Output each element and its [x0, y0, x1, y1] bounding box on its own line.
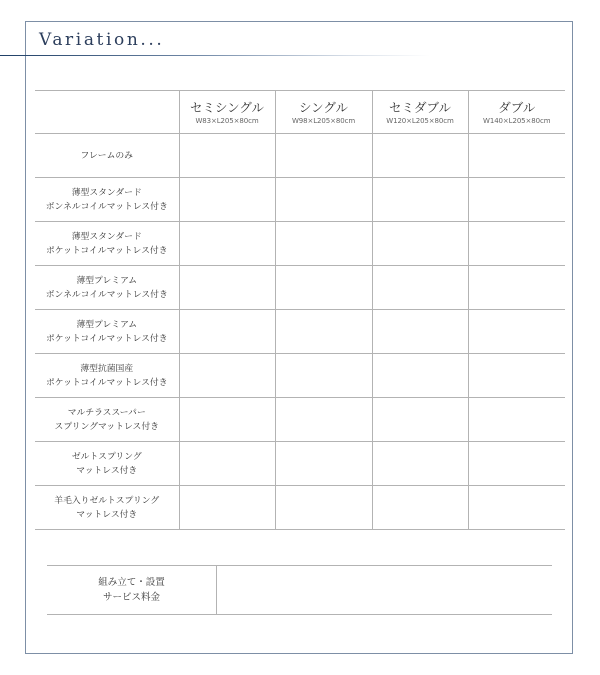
- table-cell: [468, 442, 565, 486]
- row-label-line: 羊毛入りゼルトスプリング: [54, 495, 160, 506]
- table-cell: [372, 178, 468, 222]
- table-cell: [179, 222, 275, 266]
- row-label-line: マルチラススーパー: [67, 407, 146, 418]
- table-cell: [179, 134, 275, 178]
- row-label-line: ゼルトスプリング: [71, 451, 142, 462]
- table-cell: [468, 354, 565, 398]
- title-underline: [0, 55, 430, 56]
- table-cell: [275, 310, 372, 354]
- table-cell: [372, 310, 468, 354]
- row-label: [35, 134, 179, 178]
- table-cell: [275, 354, 372, 398]
- row-label: [35, 178, 179, 222]
- table-cell: [179, 266, 275, 310]
- table-cell: [468, 222, 565, 266]
- row-label-line: ポケットコイルマットレス付き: [46, 245, 168, 256]
- header-corner-cell: [35, 91, 179, 134]
- table-row: [35, 354, 565, 398]
- table-cell: [468, 486, 565, 530]
- row-label-line: ボンネルコイルマットレス付き: [45, 289, 168, 300]
- row-label-line: ポケットコイルマットレス付き: [46, 333, 168, 344]
- service-fee-label: [47, 566, 217, 615]
- table-row: [35, 222, 565, 266]
- size-name: セミダブル: [388, 100, 451, 115]
- row-label: [35, 486, 179, 530]
- table-cell: [275, 178, 372, 222]
- row-label: [35, 222, 179, 266]
- page-title: Variation...: [39, 30, 165, 50]
- table-cell: [372, 354, 468, 398]
- table-cell: [372, 134, 468, 178]
- row-label: [35, 310, 179, 354]
- table-cell: [468, 134, 565, 178]
- service-fee-row: [47, 566, 552, 615]
- row-label: [35, 354, 179, 398]
- row-label-line: 薄型スタンダード: [71, 231, 142, 242]
- table-cell: [179, 310, 275, 354]
- size-dimensions: W98×L205×80cm: [291, 117, 356, 125]
- row-label-line: 薄型スタンダード: [71, 187, 142, 198]
- table-row: [35, 266, 565, 310]
- size-dimensions: W120×L205×80cm: [386, 117, 454, 125]
- row-label-line: 薄型抗菌国産: [80, 363, 134, 374]
- table-cell: [179, 442, 275, 486]
- table-cell: [179, 398, 275, 442]
- size-name: ダブル: [498, 100, 536, 115]
- table-cell: [468, 266, 565, 310]
- size-dimensions: W140×L205×80cm: [483, 117, 551, 125]
- service-fee-label-line: サービス料金: [102, 592, 160, 603]
- row-label: [35, 266, 179, 310]
- row-label: [35, 442, 179, 486]
- table-cell: [275, 442, 372, 486]
- row-label-line: 薄型プレミアム: [76, 319, 138, 330]
- size-header-row: [35, 91, 565, 134]
- table-cell: [275, 486, 372, 530]
- size-name: シングル: [298, 100, 349, 115]
- size-dimensions: W83×L205×80cm: [195, 117, 259, 125]
- size-header-single: [275, 91, 372, 134]
- row-label-line: フレームのみ: [80, 150, 133, 161]
- table-cell: [372, 486, 468, 530]
- table-cell: [468, 398, 565, 442]
- row-label-line: マットレス付き: [76, 465, 138, 476]
- table-row: [35, 442, 565, 486]
- size-header-semi-double: [372, 91, 468, 134]
- service-fee-table: [47, 565, 552, 615]
- row-label-line: マットレス付き: [76, 509, 138, 520]
- table-cell: [275, 398, 372, 442]
- size-header-double: [468, 91, 565, 134]
- service-fee-value-cell: [217, 566, 553, 615]
- table-row: [35, 178, 565, 222]
- row-label-line: スプリングマットレス付き: [54, 421, 159, 432]
- variation-table: [35, 90, 565, 530]
- size-header-semi-single: [179, 91, 275, 134]
- table-cell: [372, 222, 468, 266]
- table-row: [35, 310, 565, 354]
- table-cell: [468, 178, 565, 222]
- table-cell: [468, 310, 565, 354]
- table-cell: [179, 486, 275, 530]
- table-row: [35, 134, 565, 178]
- row-label-line: ポケットコイルマットレス付き: [46, 377, 168, 388]
- table-cell: [275, 134, 372, 178]
- table-row: [35, 398, 565, 442]
- row-label: [35, 398, 179, 442]
- row-label-line: 薄型プレミアム: [76, 275, 138, 286]
- table-cell: [372, 398, 468, 442]
- table-cell: [372, 442, 468, 486]
- table-row: [35, 486, 565, 530]
- table-cell: [372, 266, 468, 310]
- row-label-line: ボンネルコイルマットレス付き: [45, 201, 168, 212]
- size-name: セミシングル: [189, 100, 265, 115]
- table-cell: [275, 266, 372, 310]
- service-fee-label-line: 組み立て・設置: [98, 577, 165, 588]
- table-cell: [179, 178, 275, 222]
- table-cell: [275, 222, 372, 266]
- table-cell: [179, 354, 275, 398]
